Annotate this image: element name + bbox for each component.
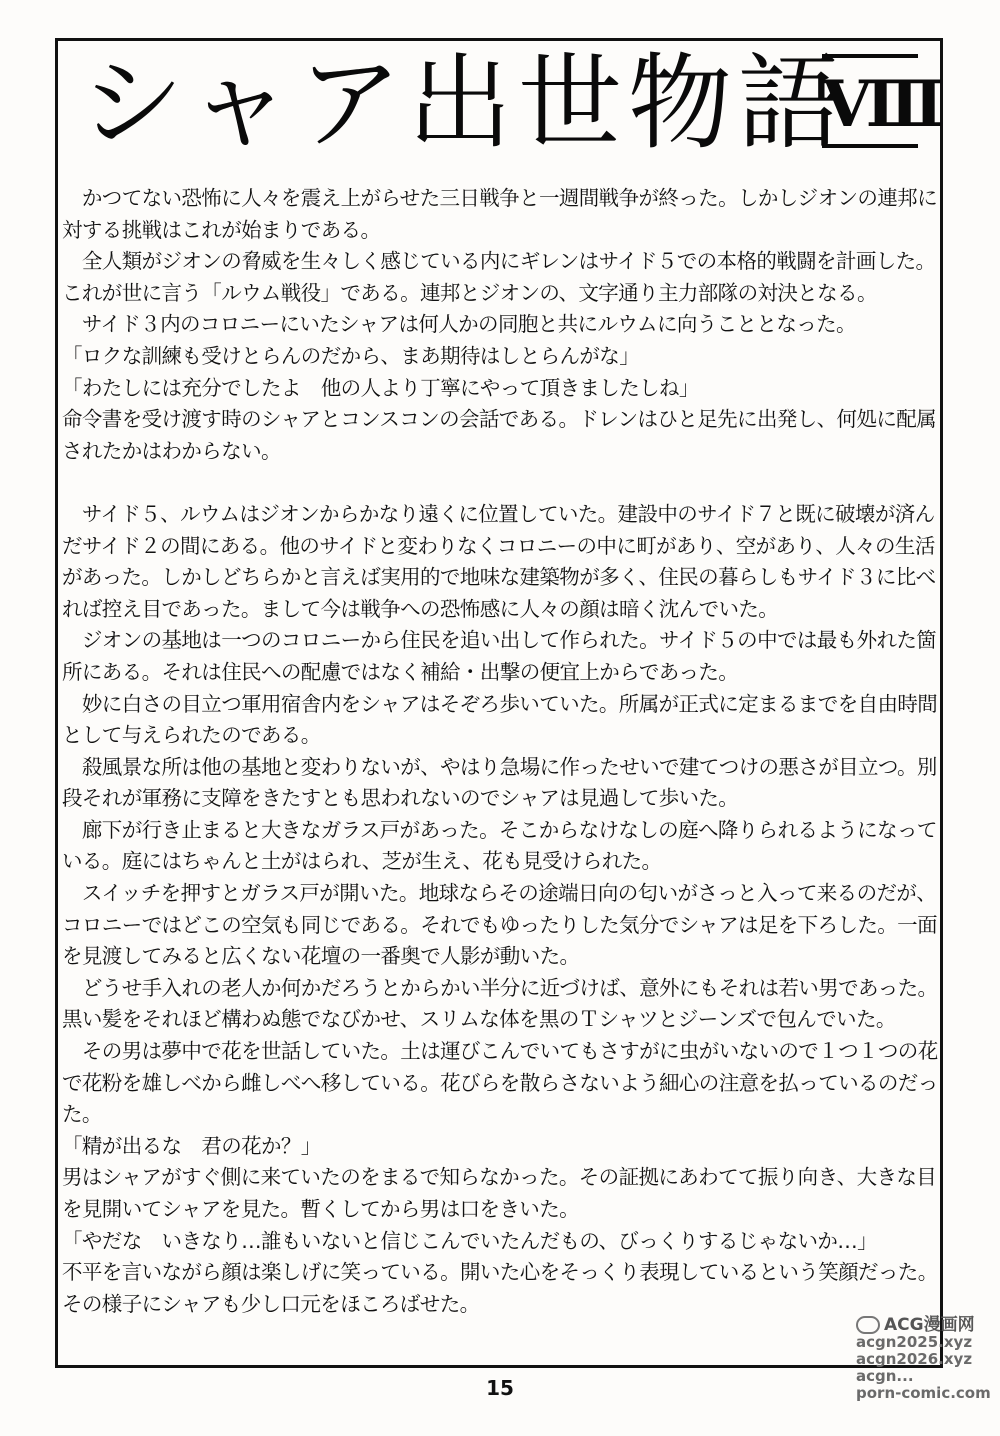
watermark-logo	[856, 1316, 996, 1334]
page-number: 15	[486, 1376, 514, 1400]
dialogue-line: 「精が出るな 君の花か？」	[62, 1133, 321, 1158]
paragraph: どうせ手入れの老人か何かだろうとからかい半分に近づけば、意外にもそれは若い男であった。黒い髪をそれほど構わぬ態でなびかせ、スリムな体を黒のＴシャツとジーンズで包んでいた。	[62, 975, 938, 1032]
paragraph: スイッチを押すとガラス戸が開いた。地球ならその途端日向の匂いがさっと入って来るのだが、コロニーではどこの空気も同じである。それでもゆったりした気分でシャアは足を下ろした。一面を見渡してみると広くない花壇の一番奥で人影が動いた。	[62, 881, 937, 969]
paragraph: 不平を言いながら顔は楽しげに笑っている。開いた心をそっくり表現しているという笑顔だった。その様子にシャアも少し口元をほころばせた。	[62, 1260, 938, 1316]
volume-number: Ⅷ	[822, 54, 918, 148]
dialogue-line: 「わたしには充分でしたよ 他の人より丁寧にやって頂きましたしね」	[62, 375, 699, 400]
watermark-line: acgn2025.xyz	[856, 1333, 973, 1351]
dialogue-line: 「ロクな訓練も受けとらんのだから、まあ期待はしとらんがな」	[62, 343, 640, 368]
watermark-line: acgn...	[856, 1367, 914, 1385]
watermark-line: porn-comic.com	[856, 1384, 991, 1402]
paragraph: 男はシャアがすぐ側に来ていたのをまるで知らなかった。その証拠にあわてて振り向き、大きな目を見開いてシャアを見た。暫くしてから男は口をきいた。	[62, 1165, 937, 1221]
watermark-logo-icon	[856, 1316, 880, 1334]
paragraph: 妙に白さの目立つ軍用宿舎内をシャアはそぞろ歩いていた。所属が正式に定まるまでを自由時間として与えられたのである。	[62, 691, 938, 748]
paragraph: 殺風景な所は他の基地と変わりないが、やはり急場に作ったせいで建てつけの悪さが目立つ。別段それが軍務に支障をきたすとも思われないのでシャアは見過して歩いた。	[62, 754, 937, 811]
watermark-line: acgn2026.xyz	[856, 1350, 973, 1368]
paragraph: サイド５、ルウムはジオンからかなり遠くに位置していた。建設中のサイド７と既に破壊が済んだサイド２の間にある。他のサイドと変わりなくコロニーの中に町があり、空があり、人々の生活があった。しかしどちらかと言えば実用的で地味な建築物が多く、住民の暮らしもサイド３に比べれば控え目であった。まして今は戦争への恐怖感に人々の顔は暗く沈んでいた。	[62, 501, 936, 621]
paragraph: 廊下が行き止まると大きなガラス戸があった。そこからなけなしの庭へ降りられるようになっている。庭にはちゃんと土がはられ、芝が生え、花も見受けられた。	[62, 817, 937, 874]
paragraph: かつてない恐怖に人々を震え上がらせた三日戦争と一週間戦争が終った。しかしジオンの連邦に対する挑戦はこれが始まりである。	[62, 186, 937, 242]
page-title: シャア出世物語	[80, 42, 848, 164]
paragraph: サイド３内のコロニーにいたシャアは何人かの同胞と共にルウムに向うこととなった。	[62, 312, 856, 337]
watermark-site: ACG漫画网	[884, 1314, 975, 1335]
paragraph: 全人類がジオンの脅威を生々しく感じている内にギレンはサイド５での本格的戦闘を計画した。これが世に言う「ルウム戦役」である。連邦とジオンの、文字通り主力部隊の対決となる。	[62, 249, 936, 305]
paragraph: 命令書を受け渡す時のシャアとコンスコンの会話である。ドレンはひと足先に出発し、何処に配属されたかはわからない。	[62, 407, 937, 463]
dialogue-line: 「やだな いきなり…誰もいないと信じこんでいたんだもの、びっくりするじゃないか…」	[62, 1228, 878, 1253]
paragraph: ジオンの基地は一つのコロニーから住民を追い出して作られた。サイド５の中では最も外れた箇所にある。それは住民への配慮ではなく補給・出撃の便宜上からであった。	[62, 628, 937, 684]
watermark	[856, 1316, 996, 1434]
story-body	[62, 183, 942, 1320]
paragraph: その男は夢中で花を世話していた。土は運びこんでいてもさすがに虫がいないので１つ１つの花で花粉を雄しべから雌しべへ移している。花びらを散らさないよう細心の注意を払っているのだった。	[62, 1039, 938, 1127]
paragraph-gap	[62, 467, 942, 499]
